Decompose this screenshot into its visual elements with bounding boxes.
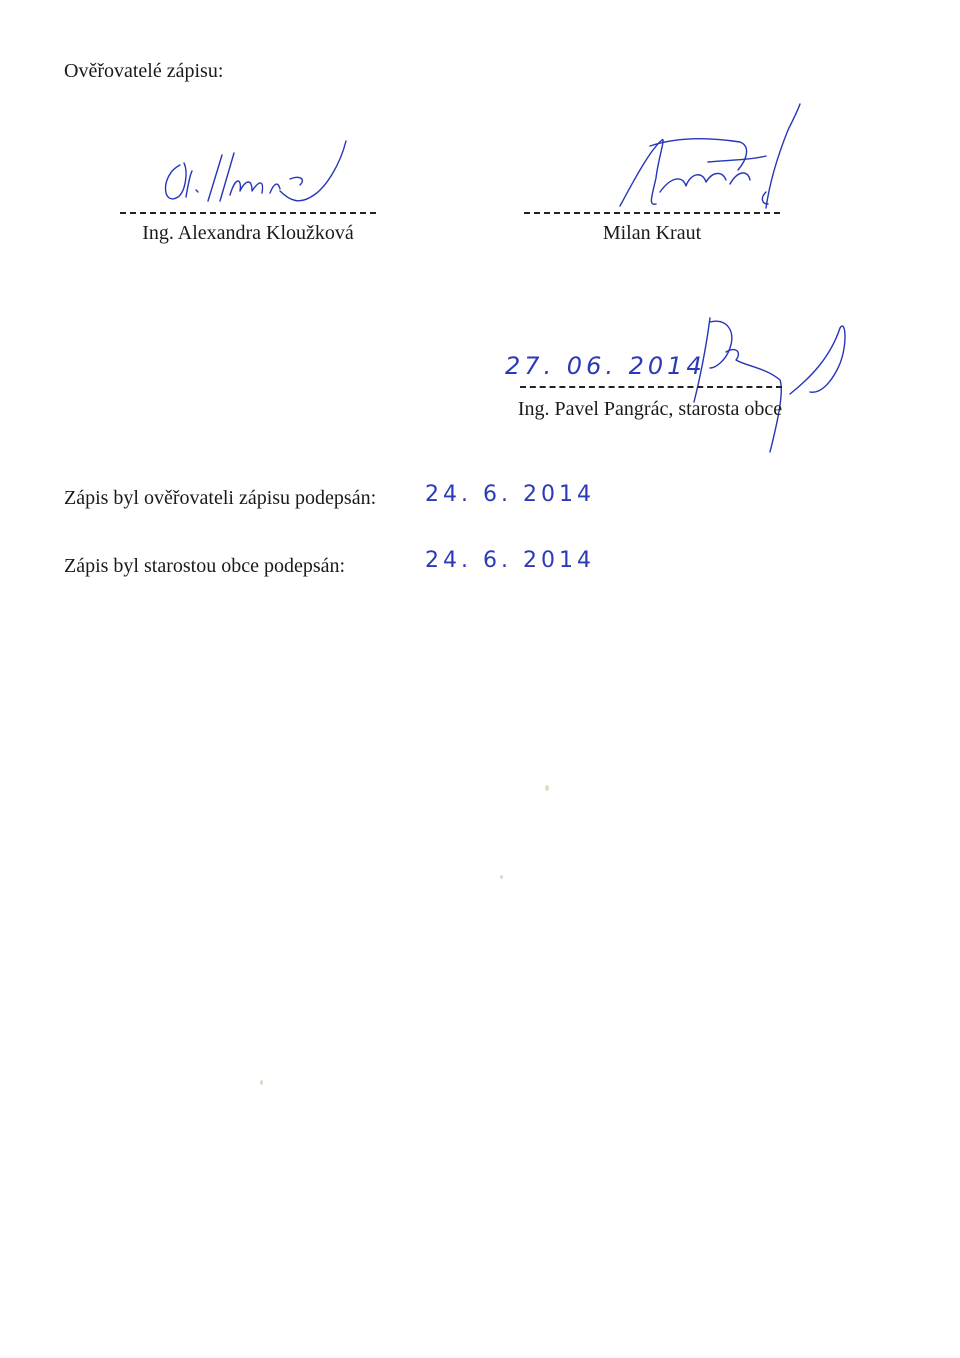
scan-speck (500, 875, 503, 879)
signature-line-left (120, 212, 376, 214)
signature-kraut-drawing (590, 100, 810, 220)
name-pangrac: Ing. Pavel Pangrác, starosta obce (517, 398, 783, 420)
signature-pangrac-drawing (670, 308, 860, 458)
statement-verifiers-signed: Zápis byl ověřovateli zápisu podepsán: (64, 487, 377, 509)
signature-line-mayor (520, 386, 782, 388)
signature-kraut (590, 100, 810, 225)
signature-klouzkova (150, 135, 360, 220)
verifiers-signed-date: 24. 6. 2014 (425, 482, 595, 507)
statement-mayor-signed: Zápis byl starostou obce podepsán: (64, 555, 346, 577)
signature-klouzkova-drawing (150, 135, 360, 215)
signature-line-right (524, 212, 780, 214)
mayor-signed-date: 24. 6. 2014 (425, 548, 595, 573)
scan-speck (545, 785, 549, 791)
scan-speck (260, 1080, 263, 1085)
verifiers-heading: Ověřovatelé zápisu: (64, 60, 224, 82)
mayor-handwritten-date: 27. 06. 2014 (505, 352, 706, 380)
name-klouzkova: Ing. Alexandra Kloužková (142, 222, 354, 244)
name-kraut: Milan Kraut (602, 222, 702, 244)
